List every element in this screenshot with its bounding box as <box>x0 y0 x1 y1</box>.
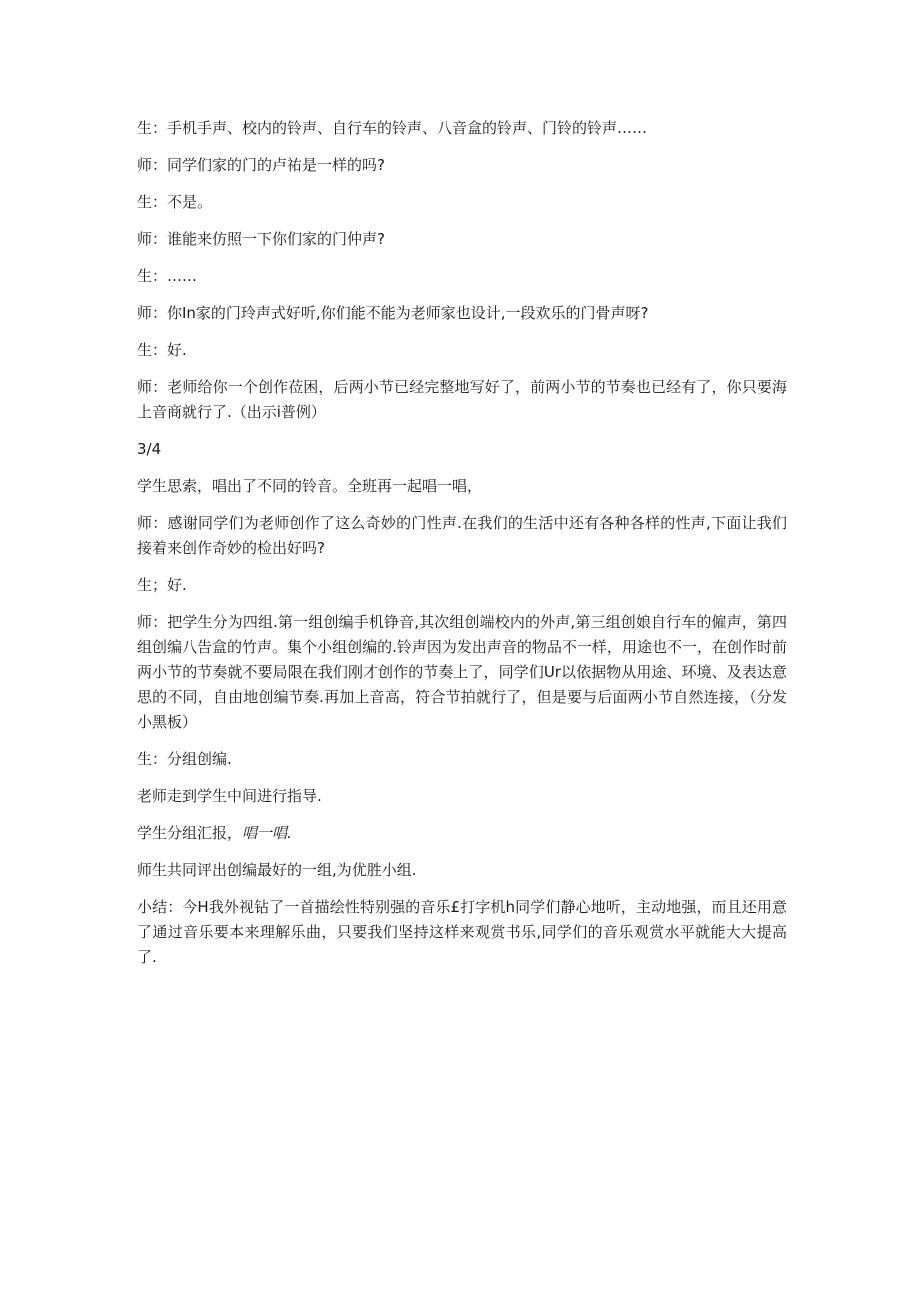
paragraph: 生：不是。 <box>137 193 213 211</box>
time-signature: 3/4 <box>137 440 162 458</box>
paragraph: 师：谁能来仿照一下你们家的门仲声? <box>137 230 385 248</box>
paragraph: 生：分组创编. <box>137 750 232 768</box>
paragraph: 师生共同评出创编最好的一组,为优胜小组. <box>137 861 417 879</box>
paragraph: 师：老师给你一个创作莅困，后两小节已经完整地写好了，前两小节的节奏也已经有了，你只要海上音商就行了.（出示i普例） <box>137 378 787 421</box>
paragraph: 生：好. <box>137 341 187 359</box>
paragraph: 生：手机手声、校内的铃声、自行车的铃声、八音盒的铃声、门铃的铃声…… <box>137 119 648 137</box>
paragraph-text: 学生分组汇报， <box>137 824 243 842</box>
paragraph: 生：…… <box>137 267 198 285</box>
paragraph: 生；好. <box>137 576 187 594</box>
paragraph: 师：感谢同学们为老师创作了这么奇妙的门性声.在我们的生活中还有各种各样的性声,下面让我们接着来创作奇妙的检出好吗? <box>137 514 787 557</box>
paragraph <box>137 821 787 846</box>
paragraph-italic-text: 唱一唱. <box>242 824 292 842</box>
paragraph: 学生思索，唱出了不同的铃音。全班再一起唱一唱， <box>137 477 483 495</box>
document-body <box>137 116 787 982</box>
paragraph: 师：把学生分为四组.第一组创编手机铮音,其次组创端校内的外声,第三组创娘自行车的僱声，第四组创编八告盒的竹声。集个小组创编的.铃声因为发出声音的物品不一样，用途也不一，在创作时前两小节的节奏就不要局限在我们刚才创作的节奏上了，同学们Ur以依据物从用途、环境、及表达意思的不同，自由地创编节奏.再加上音高，符合节拍就行了，但是要与后面两小节自然连接，（分发小黑板） <box>137 613 787 731</box>
paragraph: 师：你In家的门玲声式好听,你们能不能为老师家也设计,一段欢乐的门骨声呀? <box>137 304 649 322</box>
summary-paragraph: 小结：今H我外视钻了一首描绘性特别强的音乐£打字机h同学们静心地听，主动地强，而且还用意了通过音乐要本来理解乐曲，只要我们坚持这样来观赏书乐,同学们的音乐观赏水平就能大大提高了. <box>137 898 787 966</box>
paragraph: 老师走到学生中间进行指导. <box>137 787 322 805</box>
paragraph: 师：同学们家的门的卢祐是一样的吗? <box>137 156 385 174</box>
